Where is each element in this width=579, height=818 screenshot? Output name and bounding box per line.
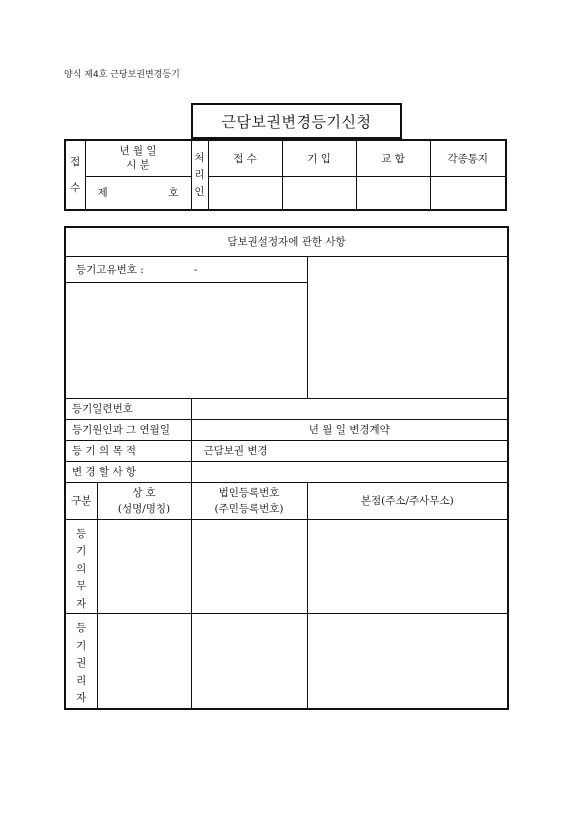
- header-notice: 각종통지: [430, 140, 506, 176]
- receipt-field[interactable]: [208, 176, 282, 210]
- change-items-label: 변 경 할 사 항: [65, 461, 191, 482]
- trade-name-header: 상 호 (성명/명칭): [97, 482, 191, 519]
- right-holder-regno-field[interactable]: [191, 614, 307, 709]
- right-holder-name-field[interactable]: [97, 614, 191, 709]
- processor-label: 처 리 인: [191, 140, 208, 210]
- serial-number-label: 등기일련번호: [65, 398, 191, 419]
- right-holder-label: 등 기 권 리 자: [65, 614, 97, 709]
- change-items-field[interactable]: [191, 461, 508, 482]
- form-title: 근담보권변경등기신청: [191, 103, 402, 139]
- header-receipt: 접 수: [208, 140, 282, 176]
- obligor-regno-field[interactable]: [191, 519, 307, 614]
- section-title: 담보권설정자에 관한 사항: [65, 227, 508, 256]
- obligor-name-field[interactable]: [97, 519, 191, 614]
- receipt-datetime-cell: 년 월 일 시 분: [85, 140, 191, 176]
- registration-number-header: 법인등록번호 (주민등록번호): [191, 482, 307, 519]
- receipt-table: [64, 139, 507, 211]
- entry-field[interactable]: [282, 176, 356, 210]
- obligor-label: 등 기 의 무 자: [65, 519, 97, 614]
- property-description-area[interactable]: [65, 282, 307, 398]
- check-field[interactable]: [356, 176, 430, 210]
- notice-field[interactable]: [430, 176, 506, 210]
- header-entry: 기 입: [282, 140, 356, 176]
- purpose-label: 등 기 의 목 적: [65, 440, 191, 461]
- division-header: 구분: [65, 482, 97, 519]
- cause-date-field[interactable]: 년 월 일 변경계약: [191, 419, 508, 440]
- receipt-vertical-label: 접 수: [65, 140, 85, 210]
- right-holder-address-field[interactable]: [307, 614, 508, 709]
- application-table: [64, 226, 509, 710]
- registry-id-cell[interactable]: 등기고유번호 : -: [65, 256, 307, 282]
- blank-area: [307, 256, 508, 398]
- cause-date-label: 등기원인과 그 연월일: [65, 419, 191, 440]
- obligor-address-field[interactable]: [307, 519, 508, 614]
- receipt-number-cell: 제 호: [85, 176, 191, 210]
- address-header: 본점(주소/주사무소): [307, 482, 508, 519]
- purpose-field[interactable]: 근담보권 변경: [191, 440, 508, 461]
- serial-number-field[interactable]: [191, 398, 508, 419]
- form-number-label: 양식 제4호 근당보권변경등기: [64, 70, 180, 80]
- header-check: 교 합: [356, 140, 430, 176]
